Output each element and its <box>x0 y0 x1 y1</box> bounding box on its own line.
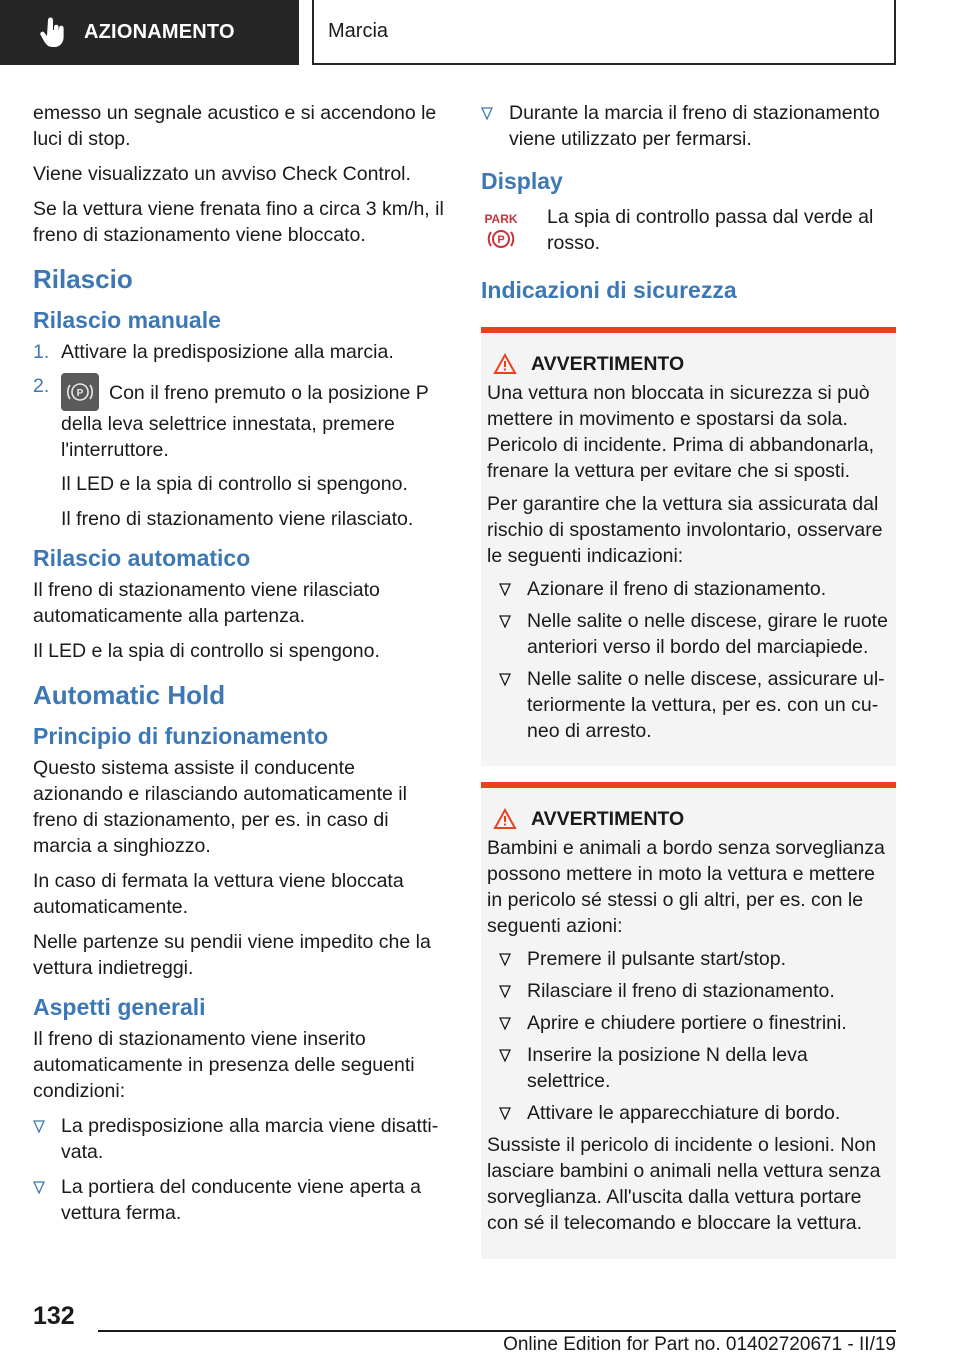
warning-triangle-icon <box>493 353 517 375</box>
list-item-text: Nelle salite o nelle discese, assicurare ulteriormente la vettura, per es. con un cuneo di arresto. <box>527 668 885 742</box>
step-number: 2. <box>33 375 50 397</box>
paragraph: Una vettura non bloccata in sicurezza si può mettere in movimento e spostarsi da sola. Pericolo di incidente. Prima di abbandonarla, frenare la vettura per evitare che si sposti. <box>487 382 874 482</box>
svg-text:P: P <box>76 388 84 399</box>
list-item <box>33 1174 448 1226</box>
warning-title: AVVERTIMENTO <box>531 353 685 375</box>
warning-box <box>481 782 896 1259</box>
paragraph: Viene visualizzato un avviso Check Control. <box>33 163 411 185</box>
hand-pointer-icon <box>40 17 66 49</box>
paragraph: Nelle partenze su pendii viene impedito che la vettura indietreggi. <box>33 931 431 979</box>
list-item <box>481 100 896 152</box>
svg-text:P: P <box>497 234 505 246</box>
warning-box <box>481 327 896 766</box>
section-tab <box>0 0 299 65</box>
display-row <box>481 204 896 259</box>
paragraph: Il freno di stazionamento viene inserito automaticamente in presenza delle seguenti condizioni: <box>33 1028 415 1102</box>
triangle-bullet-icon <box>499 1042 527 1094</box>
edition-text: Online Edition for Part no. 01402720671 - II/19 <box>503 1334 896 1355</box>
paragraph: emesso un segnale acustico e si accendono le luci di stop. <box>33 102 437 150</box>
list-item <box>487 1100 889 1126</box>
footer-divider <box>98 1330 896 1332</box>
triangle-bullet-icon <box>481 100 509 152</box>
heading-rilascio-manuale: Rilascio manuale <box>33 307 221 333</box>
section-title: AZIONAMENTO <box>84 21 235 43</box>
list-item-text: Rilasciare il freno di stazionamento. <box>527 980 835 1002</box>
list-item <box>487 576 889 602</box>
list-item <box>33 1113 448 1165</box>
paragraph: Il LED e la spia di controllo si spengono. <box>33 640 380 662</box>
display-text: La spia di controllo passa dal verde al rosso. <box>547 206 874 254</box>
park-icon-label: PARK <box>484 212 518 226</box>
step-result: Il LED e la spia di controllo si spengono. <box>61 473 408 495</box>
list-item-text: Inserire la posizione N della leva selettrice. <box>527 1044 808 1092</box>
heading-rilascio-automatico: Rilascio automatico <box>33 545 251 571</box>
step-1 <box>33 339 448 365</box>
list-item <box>487 666 889 744</box>
triangle-bullet-icon <box>499 576 527 602</box>
triangle-bullet-icon <box>33 1174 61 1226</box>
heading-aspetti-generali: Aspetti generali <box>33 994 206 1020</box>
chapter-title: Marcia <box>312 0 896 65</box>
triangle-bullet-icon <box>499 666 527 744</box>
parking-brake-switch-icon <box>61 373 99 411</box>
paragraph: Sussiste il pericolo di incidente o lesioni. Non lasciare bambini o animali nella vettura senza sorveglianza. All'uscita dalla vettura portare con sé il telecomando e bloccare la vettura. <box>487 1134 881 1234</box>
park-indicator-icon <box>481 204 547 259</box>
triangle-bullet-icon <box>499 1010 527 1036</box>
step-body <box>61 373 448 463</box>
heading-display: Display <box>481 168 563 194</box>
list-item <box>487 1010 889 1036</box>
list-item-text: Aprire e chiudere portiere o finestrini. <box>527 1012 847 1034</box>
right-column <box>481 100 896 1275</box>
triangle-bullet-icon <box>499 1100 527 1126</box>
list-item-text: La portiera del conducente viene aperta a vettura ferma. <box>61 1176 421 1224</box>
triangle-bullet-icon <box>499 946 527 972</box>
heading-rilascio: Rilascio <box>33 264 133 294</box>
triangle-bullet-icon <box>499 978 527 1004</box>
list-item <box>487 946 889 972</box>
list-item <box>487 1042 889 1094</box>
paragraph: Se la vettura viene frenata fino a circa 3 km/h, il freno di stazionamento viene bloccato. <box>33 198 444 246</box>
list-item <box>487 978 889 1004</box>
page-number: 132 <box>33 1302 75 1330</box>
step-result: Il freno di stazionamento viene rilasciato. <box>61 508 414 530</box>
step-text: Attivare la predisposizione alla marcia. <box>61 341 394 363</box>
step-text: Con il freno premuto o la posizione P della leva selettrice innestata, premere l'interruttore. <box>61 382 429 461</box>
list-item-text: Azionare il freno di stazionamento. <box>527 578 827 600</box>
left-column <box>33 100 448 1235</box>
step-number: 1. <box>33 341 50 363</box>
triangle-bullet-icon <box>499 608 527 660</box>
warning-title: AVVERTIMENTO <box>531 808 685 830</box>
list-item <box>487 608 889 660</box>
heading-principio: Principio di funzionamento <box>33 723 329 749</box>
list-item-text: La predisposizione alla marcia viene disattivata. <box>61 1115 439 1163</box>
list-item-text: Durante la marcia il freno di stazionamento viene utilizzato per fermarsi. <box>509 102 880 150</box>
paragraph: In caso di fermata la vettura viene bloccata automaticamente. <box>33 870 404 918</box>
heading-automatic-hold: Automatic Hold <box>33 680 226 710</box>
list-item-text: Nelle salite o nelle discese, girare le ruote anteriori verso il bordo del marciapiede. <box>527 610 888 658</box>
warning-triangle-icon <box>493 808 517 830</box>
triangle-bullet-icon <box>33 1113 61 1165</box>
paragraph: Il freno di stazionamento viene rilasciato automaticamente alla partenza. <box>33 579 380 627</box>
list-item-text: Premere il pulsante start/stop. <box>527 948 787 970</box>
heading-sicurezza: Indicazioni di sicurezza <box>481 277 737 303</box>
paragraph: Per garantire che la vettura sia assicurata dal rischio di spostamento involontario, osservare le seguenti indicazioni: <box>487 493 883 567</box>
paragraph: Bambini e animali a bordo senza sorveglianza possono mettere in moto la vettura e mettere in pericolo sé stessi o gli altri, per es. con le seguenti azioni: <box>487 837 885 937</box>
warning-header <box>487 351 889 377</box>
list-item-text: Attivare le apparecchiature di bordo. <box>527 1102 841 1124</box>
paragraph: Questo sistema assiste il conducente azionando e rilasciando automaticamente il freno di stazionamento, per es. in caso di marcia a singhiozzo. <box>33 757 407 857</box>
warning-header <box>487 806 889 832</box>
step-2 <box>33 373 448 463</box>
